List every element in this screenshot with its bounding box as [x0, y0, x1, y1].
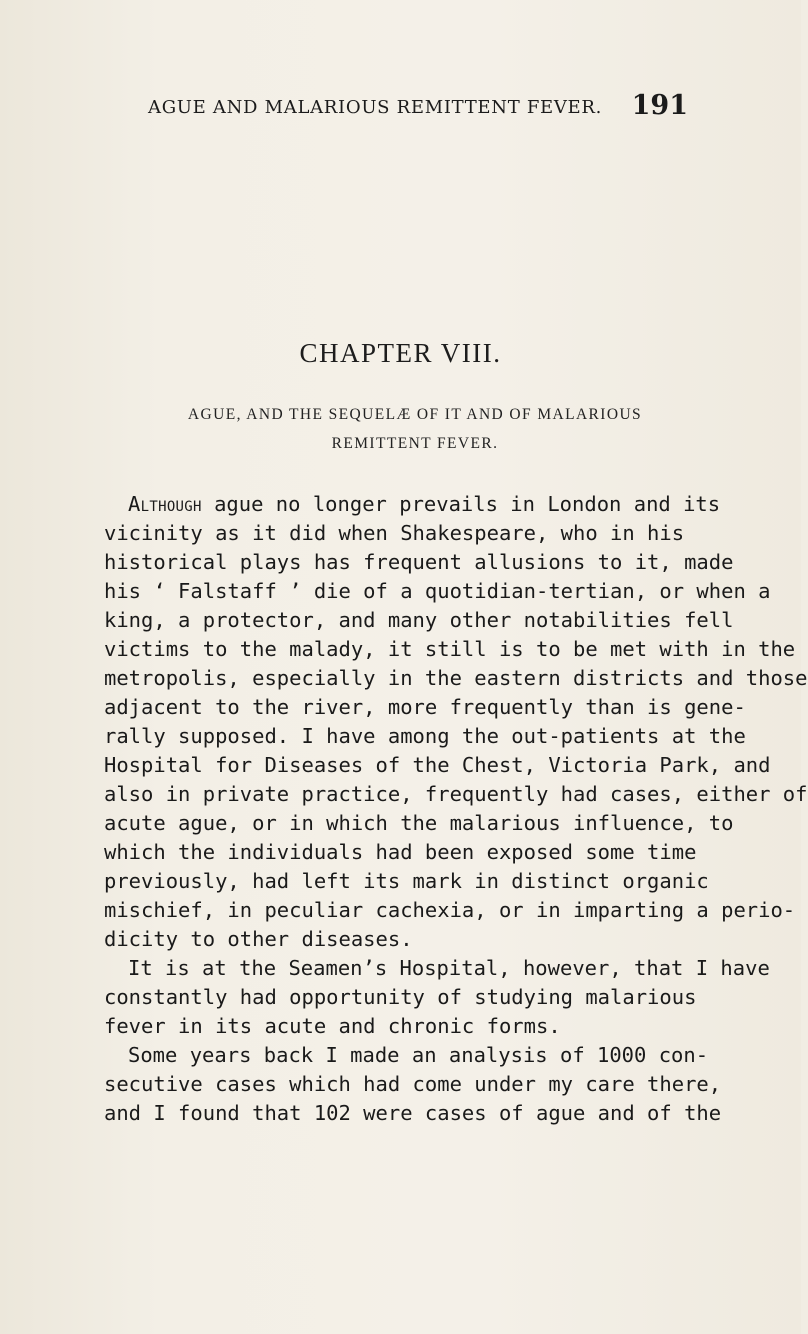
text-line: adjacent to the river, more frequently than is gene- [104, 695, 746, 719]
paragraph-2 [104, 954, 770, 1041]
text-line: king, a protector, and many other notabilities fell [104, 608, 734, 632]
text-line: victims to the malady, it still is to be met with in the [104, 637, 796, 661]
chapter-subtitle-line: REMITTENT FEVER. [331, 435, 499, 452]
page-number: 191 [631, 90, 688, 121]
text-line-fragment: ague no longer prevails in London and its [201, 492, 721, 516]
text-line: historical plays has frequent allusions to it, made [104, 550, 734, 574]
text-line: Some years back I made an analysis of 1000 con- [128, 1043, 709, 1067]
text-line: vicinity as it did when Shakespeare, who in his [104, 521, 685, 545]
text-line: It is at the Seamen’s Hospital, however, that I have [128, 956, 770, 980]
chapter-title: CHAPTER VIII. [299, 338, 502, 368]
text-line: previously, had left its mark in distinct organic [104, 869, 709, 893]
text-line: fever in its acute and chronic forms. [104, 1014, 561, 1038]
text-line: constantly had opportunity of studying malarious [104, 985, 697, 1009]
chapter-subtitle-line: AGUE, AND THE SEQUELÆ OF IT AND OF MALARIOUS [187, 406, 643, 423]
opening-word: Although [128, 492, 202, 516]
text-line: his ‘ Falstaff ’ die of a quotidian-tertian, or when a [104, 579, 771, 603]
text-line: acute ague, or in which the malarious influence, to [104, 811, 734, 835]
text-line: dicity to other diseases. [104, 927, 413, 951]
text-line: and I found that 102 were cases of ague and of the [104, 1101, 722, 1125]
running-title: AGUE AND MALARIOUS REMITTENT FEVER. [148, 97, 603, 118]
text-line: which the individuals had been exposed some time [104, 840, 697, 864]
body-text [104, 490, 808, 1128]
text-line: metropolis, especially in the eastern districts and those [104, 666, 808, 690]
paragraph-1 [104, 490, 808, 954]
text-line: also in private practice, frequently had cases, either of [104, 782, 808, 806]
chapter-subtitle [130, 400, 700, 458]
text-line: Hospital for Diseases of the Chest, Victoria Park, and [104, 753, 771, 777]
text-line: mischief, in peculiar cachexia, or in imparting a perio- [104, 898, 796, 922]
text-line [104, 490, 721, 519]
text-line: rally supposed. I have among the out-patients at the [104, 724, 746, 748]
text-line: secutive cases which had come under my care there, [104, 1072, 722, 1096]
paragraph-3 [104, 1041, 722, 1128]
running-header [148, 88, 688, 128]
